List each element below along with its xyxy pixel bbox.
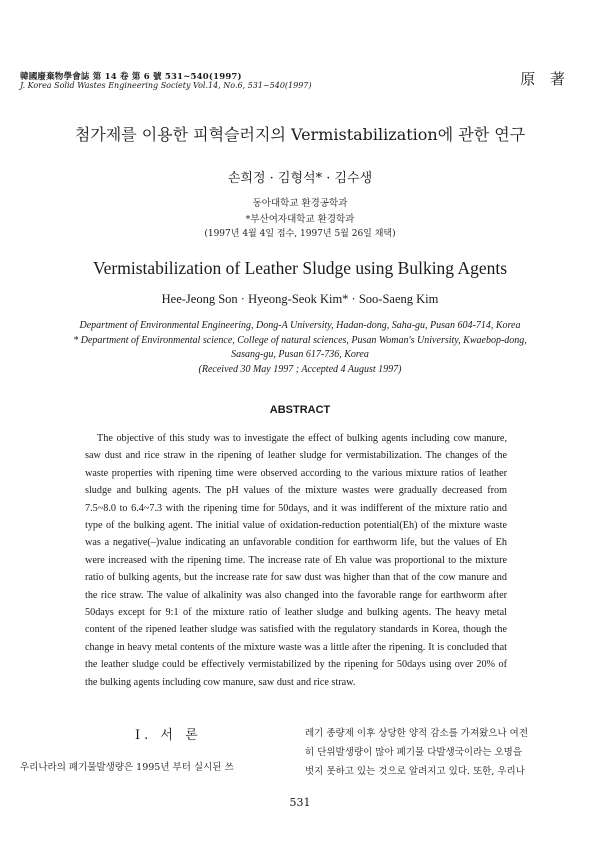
english-affiliations [0, 319, 600, 377]
body-line: 레기 종량제 이후 상당한 양적 감소를 가져왔으나 여전 [305, 728, 529, 739]
affiliation-line: * Department of Environmental science, College of natural sciences, Pusan Woman's University, Kwaebop-dong, [73, 334, 527, 346]
page-number: 531 [289, 796, 311, 809]
affiliation-line: Sasang-gu, Pusan 617-736, Korea [231, 349, 369, 360]
received-accepted-line: (Received 30 May 1997 ; Accepted 4 August 1997) [198, 363, 402, 375]
body-line: 히 단위발생량이 많아 폐기물 다발생국이라는 오명을 [305, 747, 522, 758]
english-title: Vermistabilization of Leather Sludge using Bulking Agents [92, 258, 508, 278]
journal-name-english: J. Korea Solid Wastes Engineering Society Vol.14, No.6, 531~540(1997) [20, 81, 312, 90]
korean-authors: 손희정 · 김형석* · 김수생 [227, 171, 373, 186]
journal-name-korean: 韓國廢棄物學會誌 第 14 卷 第 6 號 531~540(1997) [20, 72, 242, 82]
section-heading-introduction: Ⅰ. 서 론 [135, 728, 202, 743]
affiliation-line: Department of Environmental Engineering, Dong-A University, Hadan-dong, Saha-gu, Pusan 604-714, Korea [79, 320, 521, 331]
body-column-left: 우리나라의 폐기물발생량은 1995년 부터 실시된 쓰 [20, 762, 234, 773]
korean-title: 첨가제를 이용한 피혁슬러지의 Vermistabilization에 관한 연구 [74, 125, 526, 144]
korean-affiliation-2: *부산여자대학교 환경학과 [245, 214, 355, 225]
abstract-text: The objective of this study was to investigate the effect of bulking agents including cow manure, saw dust and rice straw in the ripening of leather sludge for vermistabilization. The changes of the waste properties with ripening time were observed according to the various mixture ratios of leather sludge and bulking agents. The pH values of the mixture wastes were gradually decreased from 7.5~8.0 to 6.4~7.3 with the ripening time for 50days, and it was indifferent of the mixture ratio and type of the bulking agent. The initial value of oxidation-reduction potential(Eh) of the mixture waste was a negative(–)value indicating an unfavorable condition for earthworm life, but the values of Eh were increased with the ripening time. The increase rate of Eh value was proportional to the mixture ratio of bulking agents, but the increase rate for saw dust was higher than that of the cow manure and the rice straw. The value of alkalinity was also changed into the favorable range for earthworm after 50days except for 9:1 of the mixture ratio of leather sludge and bulking agents. The heavy metal content of the ripened leather sludge was satisfied with the regulatory standards in Korea, though the change in heavy metal contents of the mixture waste was a little after the ripening. It is concluded that the leather sludge could be effectively vermistabilized by the ripening for 50days using over 20% of the bulking agents including cow manure, saw dust and rice straw. [85, 433, 507, 688]
body-column-right [305, 724, 583, 781]
body-line: 벗지 못하고 있는 것으로 알려지고 있다. 또한, 우리나 [305, 766, 525, 777]
korean-received-dates: (1997년 4월 4일 접수, 1997년 5월 26일 채택) [204, 229, 396, 239]
abstract-heading: ABSTRACT [269, 404, 331, 416]
korean-affiliation-1: 동아대학교 환경공학과 [252, 198, 348, 209]
english-authors: Hee-Jeong Son · Hyeong-Seok Kim* · Soo-Saeng Kim [161, 292, 439, 306]
article-type-label: 原 著 [520, 70, 570, 88]
